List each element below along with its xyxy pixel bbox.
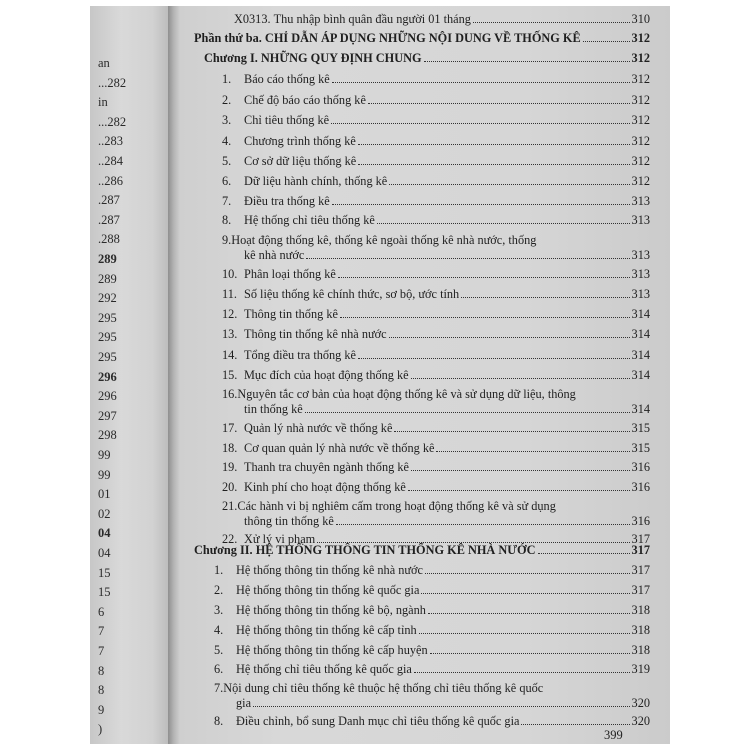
toc-item bbox=[214, 643, 650, 658]
dot-leader bbox=[411, 470, 630, 471]
toc-item bbox=[214, 603, 650, 618]
item-text: Số liệu thống kê chính thức, sơ bộ, ước tính bbox=[244, 287, 460, 301]
item-number: 4. bbox=[222, 134, 232, 148]
dot-leader bbox=[425, 573, 630, 574]
item-page: 320 bbox=[631, 696, 650, 710]
dot-leader bbox=[306, 258, 629, 259]
toc-item bbox=[222, 174, 650, 189]
book-gutter bbox=[168, 6, 180, 744]
dot-leader bbox=[358, 164, 629, 165]
item-text: Hệ thống thông tin thống kê cấp huyện bbox=[236, 643, 428, 657]
previous-page-number: .287 bbox=[98, 193, 120, 208]
item-page: 316 bbox=[631, 514, 650, 528]
item-page: 314 bbox=[631, 348, 650, 362]
item-text: Dữ liệu hành chính, thống kê bbox=[244, 174, 388, 188]
item-text: Cơ quan quản lý nhà nước về thống kê bbox=[244, 441, 435, 455]
item-text: Thông tin thống kê bbox=[244, 307, 338, 321]
dot-leader bbox=[414, 672, 630, 673]
item-text-continued: thông tin thống kê bbox=[244, 514, 334, 528]
item-number: 7. bbox=[214, 681, 224, 695]
previous-page-number: 8 bbox=[98, 683, 105, 698]
item-text: Hệ thống thông tin thống kê bộ, ngành bbox=[236, 603, 426, 617]
page-margin bbox=[670, 6, 744, 744]
item-page: 317 bbox=[631, 583, 650, 597]
item-text: Nguyên tắc cơ bản của hoạt động thống kê và sử dụng dữ liệu, thông bbox=[237, 387, 576, 401]
previous-page-number: ...282 bbox=[98, 75, 127, 90]
dot-leader bbox=[408, 490, 630, 491]
item-number: 8. bbox=[214, 714, 224, 728]
toc-item bbox=[214, 714, 650, 729]
item-text: Quản lý nhà nước về thống kê bbox=[244, 421, 393, 435]
item-text: Hoạt động thống kê, thống kê ngoài thống kê nhà nước, thống bbox=[231, 233, 537, 247]
item-text: Kinh phí cho hoạt động thống kê bbox=[244, 480, 406, 494]
item-text: Điều chỉnh, bổ sung Danh mục chỉ tiêu thống kê quốc gia bbox=[236, 714, 520, 728]
previous-page-number: 295 bbox=[98, 310, 117, 325]
toc-item bbox=[222, 93, 650, 108]
item-page: 319 bbox=[631, 662, 650, 676]
dot-leader bbox=[436, 451, 629, 452]
toc-item bbox=[222, 213, 650, 228]
dot-leader bbox=[461, 297, 629, 298]
toc-item bbox=[222, 267, 650, 282]
item-number: 7. bbox=[222, 194, 232, 208]
item-page: 313 bbox=[631, 248, 650, 262]
entry-page: 310 bbox=[631, 12, 650, 26]
item-number: 15. bbox=[222, 368, 238, 382]
dot-leader bbox=[332, 82, 630, 83]
toc-item-line-1 bbox=[214, 681, 543, 696]
item-number: 21. bbox=[222, 499, 238, 513]
item-page: 316 bbox=[631, 460, 650, 474]
toc-item bbox=[244, 402, 650, 417]
toc-item bbox=[214, 623, 650, 638]
dot-leader bbox=[521, 724, 629, 725]
item-page: 314 bbox=[631, 327, 650, 341]
item-page: 312 bbox=[631, 134, 650, 148]
item-number: 2. bbox=[214, 583, 224, 597]
toc-item bbox=[214, 662, 650, 677]
item-page: 314 bbox=[631, 402, 650, 416]
item-number: 22. bbox=[222, 532, 238, 546]
dot-leader bbox=[358, 144, 630, 145]
item-number: 10. bbox=[222, 267, 238, 281]
item-page: 312 bbox=[631, 154, 650, 168]
item-text: Cơ sở dữ liệu thống kê bbox=[244, 154, 357, 168]
part-page: 312 bbox=[631, 31, 650, 45]
previous-page-number: 6 bbox=[98, 604, 105, 619]
part-title: Phần thứ ba. CHỈ DẪN ÁP DỤNG NHỮNG NỘI DUNG VỀ THỐNG KÊ bbox=[194, 31, 581, 45]
item-number: 1. bbox=[214, 563, 224, 577]
previous-page-number: 296 bbox=[98, 389, 117, 404]
toc-item bbox=[222, 460, 650, 475]
item-page: 314 bbox=[631, 368, 650, 382]
item-page: 314 bbox=[631, 307, 650, 321]
toc-item-line-1 bbox=[222, 233, 536, 248]
chapter-title: Chương II. HỆ THỐNG THÔNG TIN THỐNG KÊ NHÀ NƯỚC bbox=[194, 543, 536, 557]
previous-page-number: 04 bbox=[98, 526, 111, 541]
previous-page-number: 297 bbox=[98, 408, 117, 423]
item-page: 312 bbox=[631, 113, 650, 127]
item-text: Hệ thống chỉ tiêu thống kê quốc gia bbox=[236, 662, 412, 676]
dot-leader bbox=[389, 184, 629, 185]
item-text: Các hành vi bị nghiêm cấm trong hoạt động thống kê và sử dụng bbox=[237, 499, 556, 513]
item-text: Chế độ báo cáo thống kê bbox=[244, 93, 366, 107]
item-page: 312 bbox=[631, 93, 650, 107]
item-number: 4. bbox=[214, 623, 224, 637]
previous-page-number: 02 bbox=[98, 506, 111, 521]
previous-page-number: ..286 bbox=[98, 173, 123, 188]
item-number: 3. bbox=[222, 113, 232, 127]
item-text: Thanh tra chuyên ngành thống kê bbox=[244, 460, 409, 474]
previous-page-number: .287 bbox=[98, 212, 120, 227]
toc-item bbox=[236, 696, 650, 711]
toc-item bbox=[222, 287, 650, 302]
dot-leader bbox=[583, 41, 630, 42]
dot-leader bbox=[430, 653, 630, 654]
previous-page-number: ) bbox=[98, 722, 103, 737]
dot-leader bbox=[332, 204, 630, 205]
previous-page-number: 7 bbox=[98, 644, 105, 658]
chapter-page: 317 bbox=[631, 543, 650, 557]
item-number: 11. bbox=[222, 287, 237, 301]
dot-leader bbox=[368, 103, 630, 104]
dot-leader bbox=[428, 613, 630, 614]
item-number: 5. bbox=[222, 154, 232, 168]
toc-item bbox=[222, 194, 650, 209]
dot-leader bbox=[338, 277, 630, 278]
item-number: 6. bbox=[214, 662, 224, 676]
toc-item-line-1 bbox=[222, 387, 576, 402]
item-number: 3. bbox=[214, 603, 224, 617]
item-text-continued: gia bbox=[236, 696, 252, 710]
dot-leader bbox=[419, 633, 630, 634]
dot-leader bbox=[394, 431, 629, 432]
item-number: 1. bbox=[222, 72, 232, 86]
item-page: 318 bbox=[631, 623, 650, 637]
toc-item-line-1 bbox=[222, 499, 556, 514]
item-text: Phân loại thống kê bbox=[244, 267, 336, 281]
previous-page-number: 295 bbox=[98, 350, 117, 364]
dot-leader bbox=[340, 317, 630, 318]
previous-page-number: 298 bbox=[98, 428, 117, 443]
previous-page-number: 7 bbox=[98, 624, 105, 639]
toc-item bbox=[222, 441, 650, 456]
entry-text: Thu nhập bình quân đầu người 01 tháng bbox=[273, 12, 471, 26]
item-text: Thông tin thống kê nhà nước bbox=[244, 327, 387, 341]
toc-item bbox=[214, 563, 650, 578]
item-text: Xử lý vi phạm bbox=[244, 532, 316, 546]
item-text: Hệ thống thông tin thống kê cấp tỉnh bbox=[236, 623, 417, 637]
item-page: 313 bbox=[631, 194, 650, 208]
item-page: 313 bbox=[631, 213, 650, 227]
dot-leader bbox=[473, 22, 630, 23]
item-page: 320 bbox=[631, 714, 650, 728]
toc-item bbox=[222, 134, 650, 149]
dot-leader bbox=[538, 553, 630, 554]
toc-item bbox=[222, 113, 650, 128]
dot-leader bbox=[331, 123, 630, 124]
item-number: 16. bbox=[222, 387, 238, 401]
previous-page bbox=[90, 6, 168, 744]
dot-leader bbox=[305, 412, 630, 413]
item-number: 13. bbox=[222, 327, 238, 341]
previous-page-number: 9 bbox=[98, 702, 105, 717]
item-text-continued: kê nhà nước bbox=[244, 248, 305, 262]
previous-page-number: 8 bbox=[98, 663, 105, 678]
item-number: 12. bbox=[222, 307, 238, 321]
previous-page-number: 15 bbox=[98, 565, 111, 580]
toc-entry-x0313 bbox=[234, 12, 650, 27]
toc-item bbox=[222, 480, 650, 495]
dot-leader bbox=[253, 706, 630, 707]
previous-page-number: 01 bbox=[98, 487, 111, 502]
previous-page-number: ..283 bbox=[98, 134, 123, 149]
part-heading bbox=[194, 31, 650, 46]
previous-page-number: ...282 bbox=[98, 114, 127, 129]
toc-item bbox=[244, 248, 650, 263]
item-page: 316 bbox=[631, 480, 650, 494]
previous-page-number: .288 bbox=[98, 232, 120, 247]
item-text: Hệ thống thông tin thống kê quốc gia bbox=[236, 583, 420, 597]
item-text: Tổng điều tra thống kê bbox=[244, 348, 357, 362]
toc-item bbox=[214, 583, 650, 598]
item-number: 17. bbox=[222, 421, 238, 435]
previous-page-number: 99 bbox=[98, 448, 111, 462]
entry-code: X0313. bbox=[234, 12, 271, 26]
item-page: 313 bbox=[631, 287, 650, 301]
dot-leader bbox=[421, 593, 629, 594]
item-page: 315 bbox=[631, 421, 650, 435]
dot-leader bbox=[377, 223, 630, 224]
chapter-page: 312 bbox=[631, 51, 650, 65]
item-page: 312 bbox=[631, 174, 650, 188]
item-number: 9. bbox=[222, 233, 232, 247]
toc-item bbox=[222, 421, 650, 436]
item-text: Hệ thống chỉ tiêu thống kê bbox=[244, 213, 375, 227]
item-text: Chương trình thống kê bbox=[244, 134, 356, 148]
item-number: 19. bbox=[222, 460, 238, 474]
dot-leader bbox=[358, 358, 630, 359]
toc-item bbox=[222, 72, 650, 87]
dot-leader bbox=[336, 524, 630, 525]
item-page: 312 bbox=[631, 72, 650, 86]
item-text: Chỉ tiêu thống kê bbox=[244, 113, 330, 127]
item-text: Hệ thống thông tin thống kê nhà nước bbox=[236, 563, 424, 577]
item-number: 6. bbox=[222, 174, 232, 188]
item-page: 315 bbox=[631, 441, 650, 455]
previous-page-number: ..284 bbox=[98, 154, 123, 168]
previous-page-number: in bbox=[98, 95, 108, 110]
chapter-1-heading bbox=[204, 51, 650, 66]
previous-page-number: 99 bbox=[98, 467, 111, 482]
dot-leader bbox=[389, 337, 630, 338]
item-text-continued: tin thống kê bbox=[244, 402, 303, 416]
item-number: 14. bbox=[222, 348, 238, 362]
item-text: Điều tra thống kê bbox=[244, 194, 330, 208]
previous-page-number: 289 bbox=[98, 252, 117, 266]
previous-page-number: 296 bbox=[98, 369, 117, 384]
item-page: 313 bbox=[631, 267, 650, 281]
dot-leader bbox=[411, 378, 630, 379]
item-page: 318 bbox=[631, 603, 650, 617]
item-page: 317 bbox=[631, 532, 650, 546]
toc-item bbox=[244, 514, 650, 529]
previous-page-number: 289 bbox=[98, 271, 117, 286]
item-number: 2. bbox=[222, 93, 232, 107]
previous-page-number: an bbox=[98, 56, 110, 70]
item-page: 318 bbox=[631, 643, 650, 657]
page-number: 399 bbox=[604, 728, 623, 742]
dot-leader bbox=[424, 61, 630, 62]
item-number: 8. bbox=[222, 213, 232, 227]
previous-page-number: 15 bbox=[98, 585, 111, 600]
previous-page-number: 04 bbox=[98, 546, 111, 560]
toc-item bbox=[222, 307, 650, 322]
item-text: Nội dung chỉ tiêu thống kê thuộc hệ thống chỉ tiêu thống kê quốc bbox=[223, 681, 544, 695]
previous-page-number: 292 bbox=[98, 291, 117, 306]
item-text: Mục đích của hoạt động thống kê bbox=[244, 368, 409, 382]
chapter-title: Chương I. NHỮNG QUY ĐỊNH CHUNG bbox=[204, 51, 422, 65]
item-number: 18. bbox=[222, 441, 238, 455]
previous-page-number: 295 bbox=[98, 330, 117, 345]
item-page: 317 bbox=[631, 563, 650, 577]
book-photo bbox=[6, 6, 744, 744]
item-number: 5. bbox=[214, 643, 224, 657]
item-text: Báo cáo thống kê bbox=[244, 72, 330, 86]
chapter-2-heading bbox=[194, 543, 650, 558]
item-number: 20. bbox=[222, 480, 238, 494]
toc-item bbox=[222, 154, 650, 169]
toc-item bbox=[222, 348, 650, 363]
toc-item bbox=[222, 368, 650, 383]
toc-item bbox=[222, 327, 650, 342]
